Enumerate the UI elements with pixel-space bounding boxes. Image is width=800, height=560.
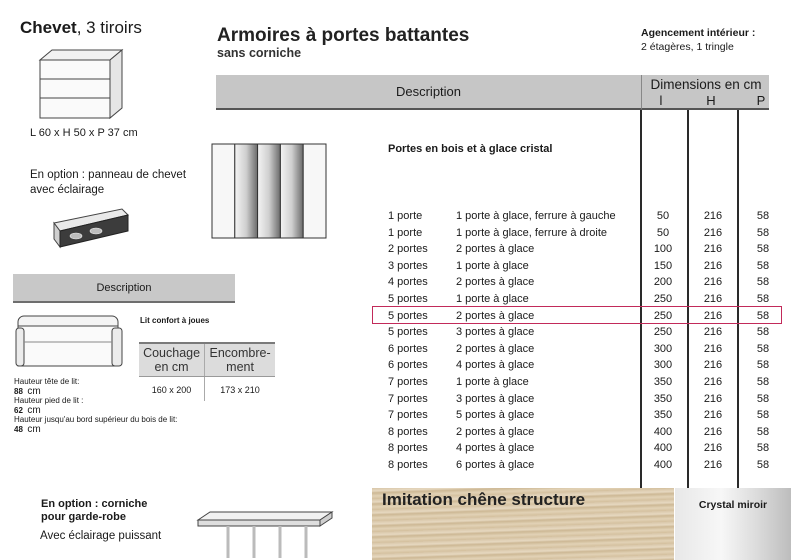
table-row	[383, 374, 773, 391]
row-depth: 58	[756, 276, 770, 289]
row-description: 2 portes à glace	[456, 243, 535, 256]
row-width: 50	[656, 226, 670, 239]
row-height: 216	[703, 259, 723, 272]
highlighted-row-marker	[372, 306, 782, 324]
bed-height-label: Hauteur pied de lit :	[14, 396, 84, 405]
row-description: 3 portes à glace	[456, 392, 535, 405]
row-description: 1 porte à glace	[456, 292, 529, 305]
row-portes: 8 portes	[388, 442, 428, 455]
bed-name: Lit confort à joues	[140, 316, 210, 325]
row-height: 216	[703, 309, 723, 322]
row-portes: 5 portes	[388, 292, 428, 305]
bed-height-value	[14, 406, 214, 416]
bed-illustration	[14, 312, 126, 370]
table-row	[383, 208, 773, 225]
table-row	[383, 357, 773, 374]
agencement-title: Agencement intérieur :	[641, 27, 756, 39]
row-width: 100	[653, 243, 673, 256]
table-row	[383, 258, 773, 275]
chevet-title	[20, 18, 142, 38]
bed-col-couchage	[139, 343, 205, 377]
row-width: 350	[653, 375, 673, 388]
bed-height-number: 88	[14, 386, 23, 396]
row-description: 2 portes à glace	[456, 309, 535, 322]
table-row	[383, 324, 773, 341]
row-width: 350	[653, 392, 673, 405]
row-portes: 2 portes	[388, 243, 428, 256]
row-depth: 58	[756, 326, 770, 339]
bed-height-value	[14, 387, 214, 397]
bed-height-unit: cm	[27, 404, 41, 416]
row-depth: 58	[756, 210, 770, 222]
row-portes: 5 portes	[388, 326, 428, 339]
corniche-illustration	[196, 508, 336, 560]
bed-col-couchage-line2: en cm	[154, 360, 189, 374]
dim-header-p: P	[756, 93, 766, 108]
row-depth: 58	[756, 359, 770, 372]
chevet-option	[30, 168, 210, 198]
row-depth: 58	[756, 392, 770, 405]
row-description: 3 portes à glace	[456, 326, 535, 339]
bed-height-number: 62	[14, 405, 23, 415]
bed-description-header: Description	[13, 274, 235, 303]
row-portes: 7 portes	[388, 392, 428, 405]
row-description: 2 portes à glace	[456, 342, 535, 355]
row-portes: 3 portes	[388, 259, 428, 272]
row-description: 5 portes à glace	[456, 409, 535, 422]
chevet-title-bold: Chevet	[20, 18, 77, 37]
row-width: 350	[653, 409, 673, 422]
row-portes: 5 portes	[388, 309, 428, 322]
corniche-eclairage: Avec éclairage puissant	[40, 530, 162, 542]
chevet-panel-illustration	[52, 205, 130, 249]
table-row	[383, 291, 773, 308]
table-description-header: Description	[216, 75, 641, 110]
bed-height-unit: cm	[27, 385, 41, 397]
row-height: 216	[703, 359, 723, 372]
bed-height-number: 48	[14, 424, 23, 434]
table-row	[383, 457, 773, 474]
row-depth: 58	[756, 442, 770, 455]
corniche-option	[41, 498, 147, 524]
row-depth: 58	[756, 409, 770, 422]
row-depth: 58	[756, 243, 770, 256]
row-width: 200	[653, 276, 673, 289]
wardrobe-illustration	[211, 143, 327, 239]
row-height: 216	[703, 292, 723, 305]
row-description: 4 portes à glace	[456, 442, 535, 455]
chevet-illustration	[36, 48, 126, 120]
row-depth: 58	[756, 342, 770, 355]
corniche-option-line1: En option : corniche	[41, 498, 148, 510]
section-title: Portes en bois et à glace cristal	[388, 143, 553, 155]
row-depth: 58	[756, 425, 770, 438]
chevet-option-line2: avec éclairage	[30, 184, 105, 196]
bed-height-value	[14, 425, 214, 435]
row-description: 1 porte à glace, ferrure à droite	[456, 226, 608, 239]
row-portes: 1 porte	[388, 226, 423, 239]
row-portes: 4 portes	[388, 276, 428, 289]
row-depth: 58	[756, 259, 770, 272]
row-width: 400	[653, 458, 673, 471]
row-portes: 6 portes	[388, 359, 428, 372]
bed-height-label: Hauteur tête de lit:	[14, 377, 80, 386]
bed-col-encombrement	[205, 343, 275, 377]
bed-col-couchage-line1: Couchage	[143, 346, 201, 360]
bed-heights	[14, 377, 214, 434]
bed-height-unit: cm	[27, 423, 41, 435]
row-width: 250	[653, 326, 673, 339]
table-row	[383, 407, 773, 424]
row-width: 50	[656, 210, 670, 222]
row-height: 216	[703, 409, 723, 422]
row-height: 216	[703, 243, 723, 256]
row-description: 6 portes à glace	[456, 458, 535, 471]
row-description: 1 porte à glace, ferrure à gauche	[456, 210, 616, 222]
chevet-dimensions: L 60 x H 50 x P 37 cm	[30, 127, 138, 139]
mirror-swatch-label: Crystal miroir	[698, 499, 768, 511]
row-height: 216	[703, 226, 723, 239]
bed-col-encombrement-line2: ment	[226, 360, 254, 374]
row-depth: 58	[756, 309, 770, 322]
table-row	[383, 274, 773, 291]
corniche-option-line2: pour garde-robe	[41, 511, 126, 523]
dim-header-h: H	[706, 93, 716, 108]
row-portes: 1 porte	[388, 210, 423, 222]
row-width: 400	[653, 442, 673, 455]
row-depth: 58	[756, 292, 770, 305]
page-subtitle: sans corniche	[217, 46, 302, 60]
row-depth: 58	[756, 458, 770, 471]
row-height: 216	[703, 276, 723, 289]
row-description: 1 porte à glace	[456, 259, 529, 272]
row-description: 1 porte à glace	[456, 375, 529, 388]
bed-couchage-value: 160 x 200	[151, 385, 192, 395]
row-width: 250	[653, 292, 673, 305]
row-portes: 8 portes	[388, 425, 428, 438]
page-title: Armoires à portes battantes	[217, 25, 470, 46]
row-description: 2 portes à glace	[456, 276, 535, 289]
table-dimensions-header: Dimensions en cm	[650, 77, 762, 92]
row-width: 250	[653, 309, 673, 322]
table-row	[383, 341, 773, 358]
row-height: 216	[703, 458, 723, 471]
row-width: 300	[653, 359, 673, 372]
bed-encombrement-value: 173 x 210	[205, 377, 275, 402]
oak-swatch-label: Imitation chêne structure	[382, 490, 586, 509]
chevet-option-line1: En option : panneau de chevet	[30, 169, 187, 181]
row-height: 216	[703, 326, 723, 339]
row-height: 216	[703, 442, 723, 455]
row-width: 300	[653, 342, 673, 355]
bed-col-encombrement-line1: Encombre-	[209, 346, 271, 360]
chevet-title-rest: , 3 tiroirs	[76, 18, 142, 37]
row-height: 216	[703, 342, 723, 355]
row-height: 216	[703, 392, 723, 405]
table-row	[383, 391, 773, 408]
row-width: 150	[653, 259, 673, 272]
row-description: 2 portes à glace	[456, 425, 535, 438]
row-height: 216	[703, 375, 723, 388]
row-depth: 58	[756, 375, 770, 388]
row-height: 216	[703, 425, 723, 438]
row-depth: 58	[756, 226, 770, 239]
table-row	[383, 424, 773, 441]
row-portes: 8 portes	[388, 458, 428, 471]
agencement-value: 2 étagères, 1 tringle	[641, 41, 734, 53]
bed-height-label: Hauteur jusqu'au bord supérieur du bois de lit:	[14, 415, 178, 424]
row-portes: 6 portes	[388, 342, 428, 355]
row-height: 216	[703, 210, 723, 222]
table-row	[383, 241, 773, 258]
dim-header-l: l	[659, 93, 663, 108]
row-portes: 7 portes	[388, 409, 428, 422]
table-row	[383, 440, 773, 457]
row-portes: 7 portes	[388, 375, 428, 388]
table-row	[383, 225, 773, 242]
row-width: 400	[653, 425, 673, 438]
wardrobe-table-body	[383, 208, 773, 474]
row-description: 4 portes à glace	[456, 359, 535, 372]
